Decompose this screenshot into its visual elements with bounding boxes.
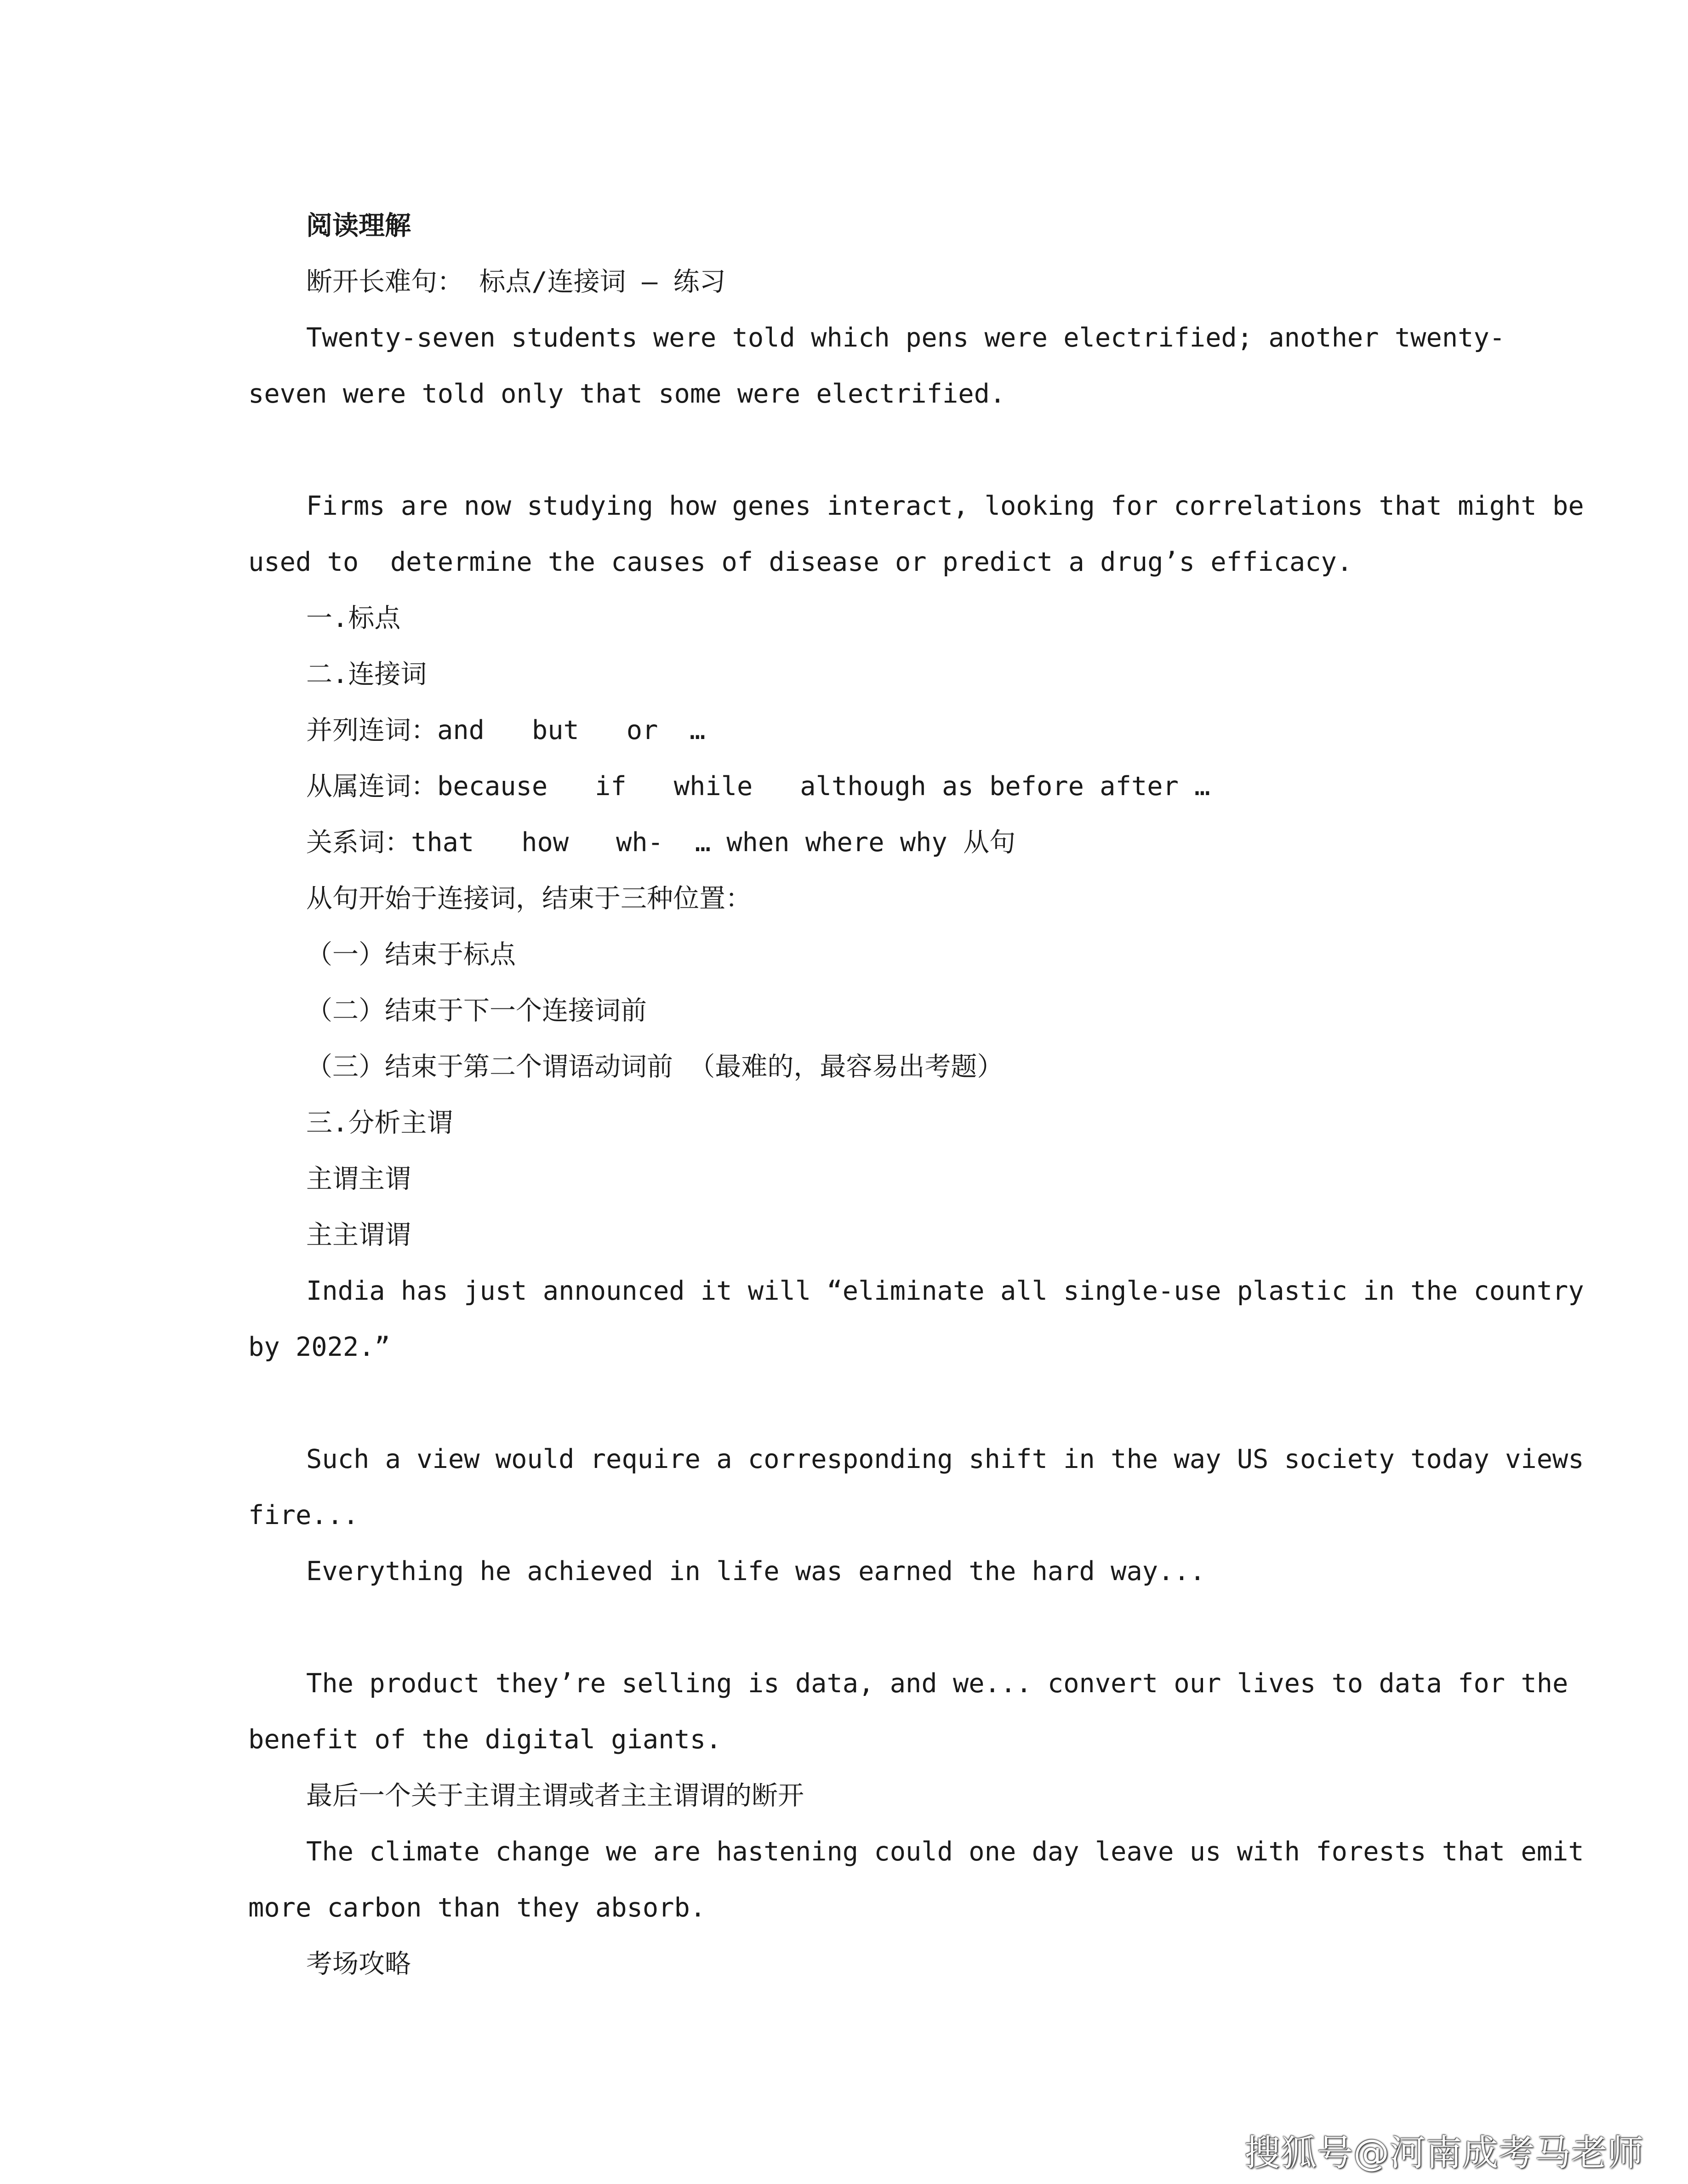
document-page <box>248 198 1584 1992</box>
rule-3: （三）结束于第二个谓语动词前 （最难的，最容易出考题） <box>306 1052 1004 1082</box>
relative-words: 关系词：that how wh‑ … when where why 从句 <box>306 827 1016 858</box>
spacer <box>248 1599 1443 1655</box>
spacer <box>248 1375 1443 1431</box>
example-6-line-2: benefit of the digital giants. <box>248 1724 722 1755</box>
example-2-line-1: Firms are now studying how genes interact, looking for correlations that might be <box>306 491 1584 521</box>
document-title: 阅读理解 <box>306 210 411 241</box>
exam-strategy: 考场攻略 <box>306 1949 411 1979</box>
coordinating-conjunctions: 并列连词：and but or … <box>306 715 706 745</box>
document-subtitle: 断开长难句： 标点/连接词 – 练习 <box>306 267 726 297</box>
example-7-line-1: The climate change we are hastening could one day leave us with forests that emit <box>306 1837 1584 1867</box>
spacer <box>248 422 1443 478</box>
example-4-line-1: Such a view would require a corresponding shift in the way US society today views <box>306 1444 1584 1474</box>
section-heading-punctuation: 一.标点 <box>306 603 401 633</box>
example-6-line-1: The product they’re selling is data, and we... convert our lives to data for the <box>306 1668 1568 1699</box>
example-1-line-1: Twenty‑seven students were told which pens were electrified; another twenty‑ <box>306 323 1506 353</box>
example-3-line-1: India has just announced it will “eliminate all single‑use plastic in the country <box>306 1276 1584 1306</box>
example-4-line-2: fire... <box>248 1500 359 1530</box>
last-break-heading: 最后一个关于主谓主谓或者主主谓谓的断开 <box>306 1780 804 1811</box>
subordinating-conjunctions: 从属连词：because if while although as before after … <box>306 771 1210 802</box>
section-heading-subject-predicate: 三.分析主谓 <box>306 1108 453 1138</box>
rule-2: （二）结束于下一个连接词前 <box>306 995 647 1026</box>
pattern-2: 主主谓谓 <box>306 1220 411 1250</box>
example-7-line-2: more carbon than they absorb. <box>248 1893 706 1923</box>
watermark: 搜狐号@河南成考马老师 <box>1244 2133 1644 2174</box>
example-2-line-2: used to determine the causes of disease or predict a drug’s efficacy. <box>248 547 1353 577</box>
pattern-1: 主谓主谓 <box>306 1164 411 1194</box>
example-3-line-2: by 2022.” <box>248 1332 390 1362</box>
example-5: Everything he achieved in life was earned the hard way... <box>306 1556 1206 1587</box>
example-1-line-2: seven were told only that some were electrified. <box>248 379 1006 409</box>
section-heading-conjunctions: 二.连接词 <box>306 659 427 689</box>
clause-rule: 从句开始于连接词，结束于三种位置： <box>306 883 752 914</box>
rule-1: （一）结束于标点 <box>306 939 516 970</box>
